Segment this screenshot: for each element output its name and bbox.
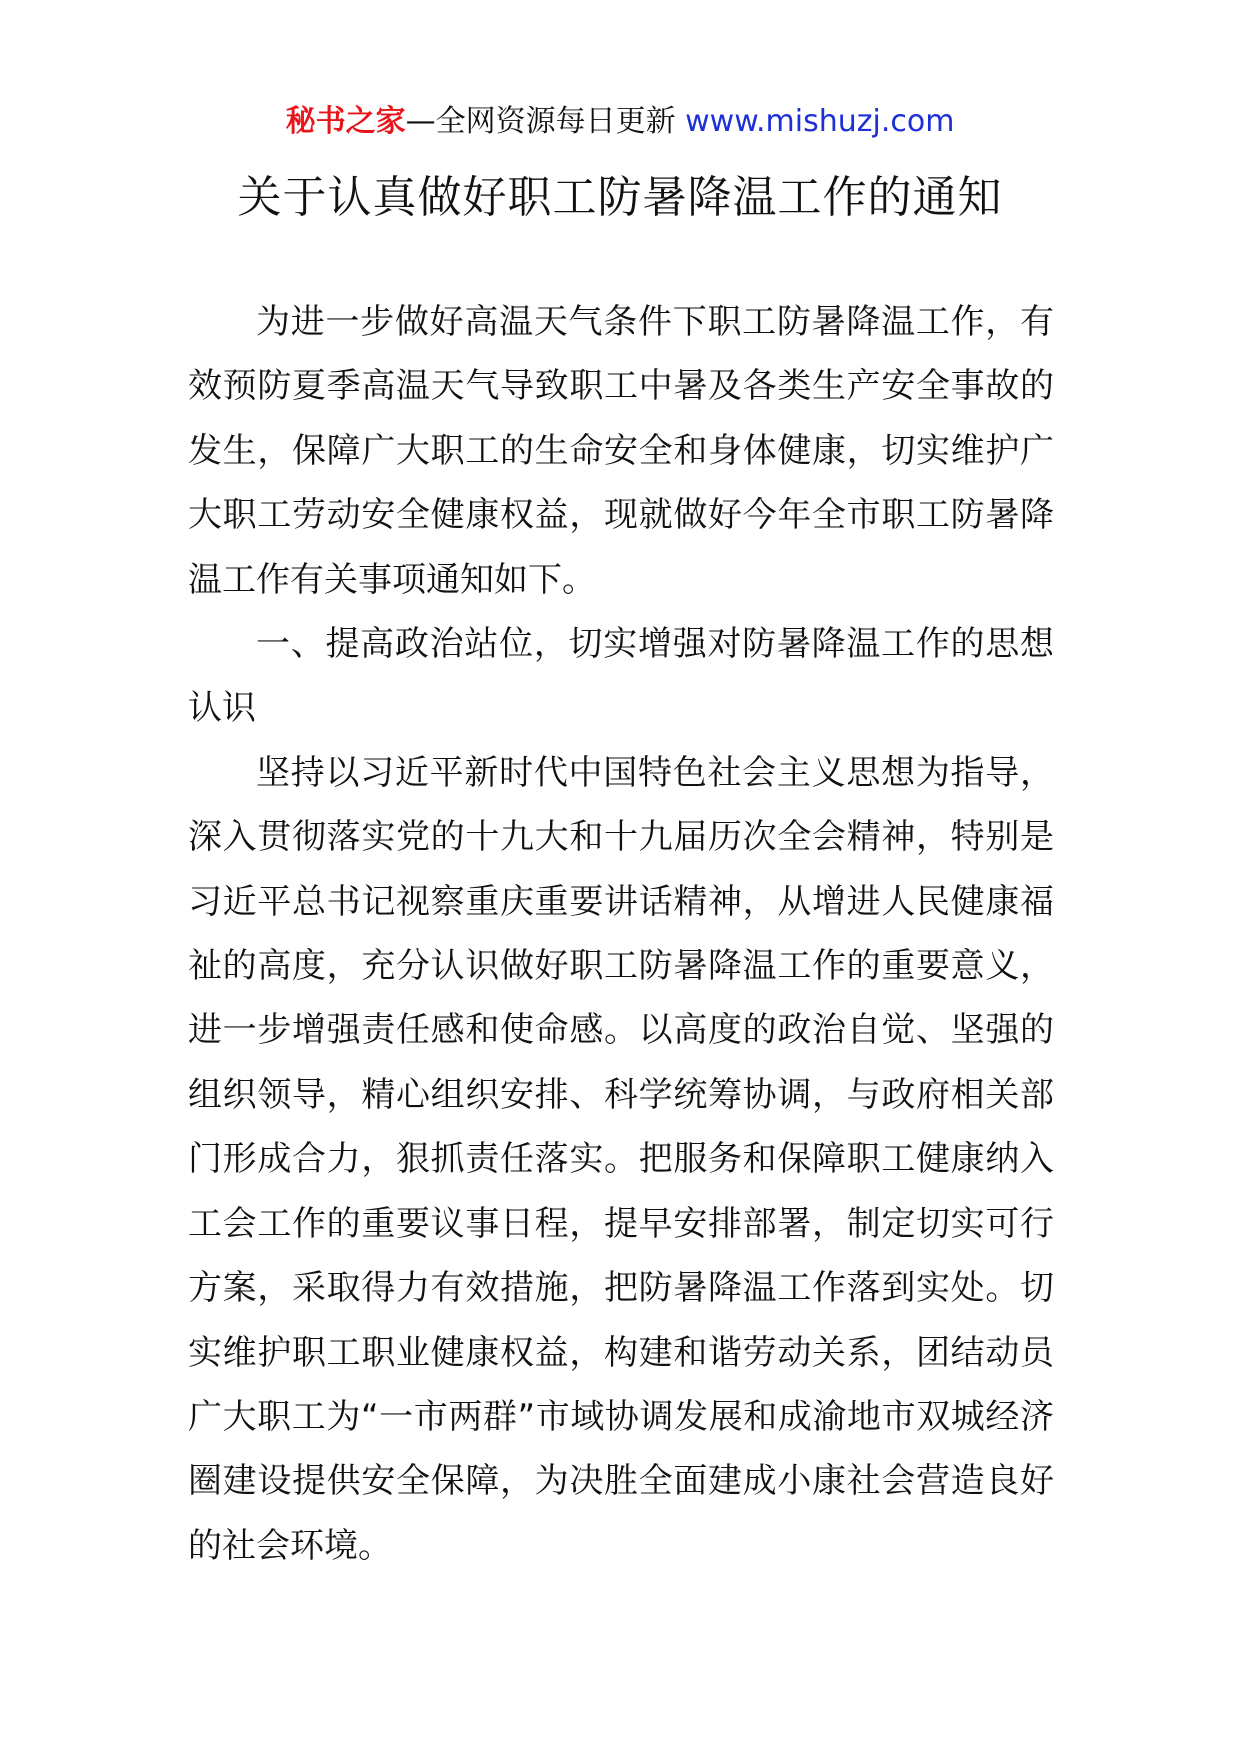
section-1-paragraph: 坚持以习近平新时代中国特色社会主义思想为指导，深入贯彻落实党的十九大和十九届历次全会精神，特别是习近平总书记视察重庆重要讲话精神，从增进人民健康福祉的高度，充分认识做好职工防暑降温工作的重要意义，进一步增强责任感和使命感。以高度的政治自觉、坚强的组织领导，精心组织安排、科学统筹协调，与政府相关部门形成合力，狠抓责任落实。把服务和保障职工健康纳入工会工作的重要议事日程，提早安排部署，制定切实可行方案，采取得力有效措施，把防暑降温工作落到实处。切实维护职工职业健康权益，构建和谐劳动关系，团结动员广大职工为“一市两群”市域协调发展和成渝地市双城经济圈建设提供安全保障，为决胜全面建成小康社会营造良好的社会环境。 xyxy=(188,752,1054,1566)
intro-paragraph: 为进一步做好高温天气条件下职工防暑降温工作，有效预防夏季高温天气导致职工中暑及各类生产安全事故的发生，保障广大职工的生命安全和身体健康，切实维护广大职工劳动安全健康权益，现就做好今年全市职工防暑降温工作有关事项通知如下。 xyxy=(188,302,1054,600)
site-brand-name: 秘书之家 xyxy=(285,104,406,139)
document-title: 关于认真做好职工防暑降温工作的通知 xyxy=(237,172,1003,223)
site-slogan: —全网资源每日更新 xyxy=(405,104,676,139)
site-url-link[interactable]: www.mishuzj.com xyxy=(685,104,955,139)
site-header-banner xyxy=(0,102,1240,142)
section-heading-1: 一、提高政治站位，切实增强对防暑降温工作的思想认识 xyxy=(188,624,1054,729)
document-body xyxy=(188,290,1054,1578)
